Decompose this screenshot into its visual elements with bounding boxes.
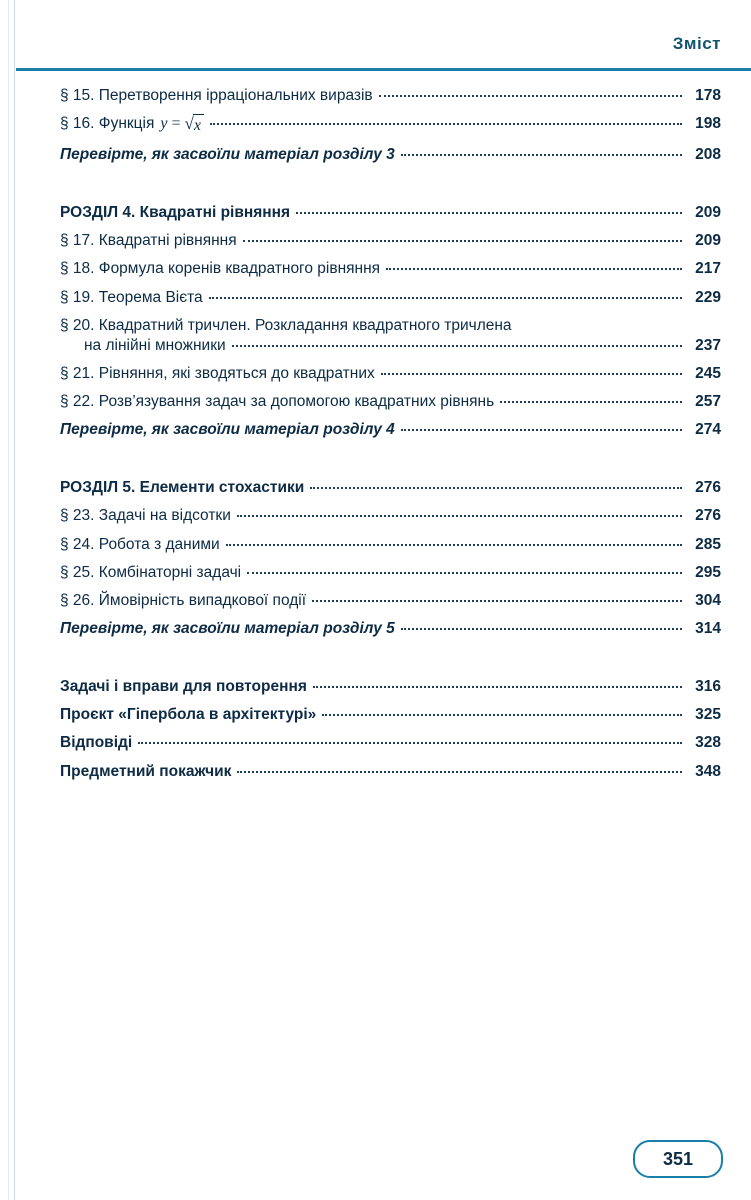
toc-entry-label: § 18. Формула коренів квадратного рівняння	[60, 260, 381, 278]
toc-entry-page: 276	[695, 507, 721, 525]
toc-entry[interactable]	[38, 502, 721, 530]
toc-entry-page: 209	[695, 204, 721, 222]
dot-leader	[386, 267, 682, 270]
toc-entry-label: Задачі і вправи для повторення	[60, 678, 307, 696]
dot-leader	[232, 344, 682, 347]
math-variable-y: y	[160, 115, 168, 133]
toc-check-entry[interactable]	[38, 416, 721, 444]
toc-entry-page: 316	[695, 678, 721, 696]
toc-section-heading[interactable]	[38, 474, 721, 502]
toc-entry[interactable]	[38, 559, 721, 587]
dot-leader	[210, 122, 682, 125]
toc-entry-page: 178	[695, 87, 721, 104]
toc-entry[interactable]	[38, 284, 721, 312]
toc-check-entry[interactable]	[38, 615, 721, 643]
toc-entry[interactable]	[38, 587, 721, 615]
toc-entry-page: 276	[695, 479, 721, 497]
table-of-contents	[16, 82, 751, 786]
toc-entry-page: 257	[695, 393, 721, 411]
toc-entry-label: § 24. Робота з даними	[60, 535, 220, 553]
dot-leader	[401, 627, 682, 630]
toc-entry-label: § 15. Перетворення ірраціональних виразів	[60, 87, 373, 104]
header-divider	[16, 68, 751, 71]
math-equals: =	[171, 115, 181, 133]
toc-entry-label: § 17. Квадратні рівняння	[60, 232, 237, 250]
dot-leader	[322, 713, 682, 716]
toc-entry-label: § 26. Ймовірність випадкової події	[60, 591, 307, 609]
toc-entry-page: 328	[695, 734, 721, 752]
toc-entry-page: 274	[695, 421, 721, 439]
toc-entry-page: 208	[695, 145, 721, 163]
radical-sign: √	[184, 114, 194, 134]
toc-entry-label: § 21. Рівняння, які зводяться до квадратних	[60, 364, 375, 382]
toc-entry-label: § 20. Квадратний тричлен. Розкладання квадратного тричлена	[60, 316, 512, 334]
section-gap	[38, 169, 721, 199]
dot-leader	[243, 239, 682, 242]
toc-entry-page: 295	[695, 563, 721, 581]
dot-leader	[209, 296, 682, 299]
toc-entry-page: 348	[695, 762, 721, 780]
toc-entry-label: § 25. Комбінаторні задачі	[60, 563, 242, 581]
toc-entry-label: § 16. Функція	[60, 115, 155, 133]
toc-entry[interactable]	[38, 701, 721, 729]
section-gap	[38, 643, 721, 673]
dot-leader	[401, 428, 682, 431]
page-title: Зміст	[672, 34, 721, 53]
toc-entry-label: Проєкт «Гіпербола в архітектурі»	[60, 706, 317, 724]
dot-leader	[138, 741, 682, 744]
toc-entry-label: § 19. Теорема Вієта	[60, 288, 203, 306]
toc-entry-page: 217	[695, 260, 721, 278]
toc-entry[interactable]	[38, 729, 721, 757]
toc-entry-page: 209	[695, 232, 721, 250]
square-root-icon	[185, 114, 204, 137]
dot-leader	[296, 211, 682, 214]
toc-entry[interactable]	[38, 360, 721, 388]
math-radicand-x: x	[193, 114, 204, 137]
toc-entry-label: Перевірте, як засвоїли матеріал розділу 4	[60, 421, 395, 439]
toc-entry-page: 285	[695, 535, 721, 553]
toc-check-entry[interactable]	[38, 141, 721, 169]
toc-entry-page: 325	[695, 706, 721, 724]
toc-entry[interactable]	[38, 255, 721, 283]
dot-leader	[237, 514, 682, 517]
toc-entry-label: РОЗДІЛ 5. Елементи стохастики	[60, 479, 305, 497]
toc-section-heading[interactable]	[38, 199, 721, 227]
footer-page-number: 351	[633, 1140, 723, 1178]
toc-entry-page: 245	[695, 364, 721, 382]
math-formula	[160, 114, 204, 137]
dot-leader	[381, 372, 682, 375]
toc-entry-label: § 23. Задачі на відсотки	[60, 507, 231, 525]
dot-leader	[247, 571, 682, 574]
dot-leader	[401, 153, 682, 156]
page-left-margin-rule	[8, 0, 9, 1200]
toc-entry[interactable]	[38, 673, 721, 701]
toc-entry-label: РОЗДІЛ 4. Квадратні рівняння	[60, 204, 291, 222]
toc-entry-page: 304	[695, 591, 721, 609]
toc-entry-label: Перевірте, як засвоїли матеріал розділу 3	[60, 145, 395, 163]
toc-entry-page: 237	[695, 336, 721, 354]
toc-entry[interactable]	[38, 312, 721, 360]
dot-leader	[237, 770, 682, 773]
toc-entry-label-continued: на лінійні множники	[84, 336, 226, 354]
toc-entry[interactable]	[38, 82, 721, 110]
section-gap	[38, 444, 721, 474]
toc-entry-label: Предметний покажчик	[60, 762, 232, 780]
toc-entry-page: 198	[695, 115, 721, 133]
dot-leader	[379, 94, 682, 97]
dot-leader	[500, 400, 682, 403]
toc-entry[interactable]	[38, 110, 721, 141]
toc-entry-label: § 22. Розв’язування задач за допомогою квадратних рівнянь	[60, 393, 495, 411]
toc-entry-page: 229	[695, 288, 721, 306]
toc-entry[interactable]	[38, 227, 721, 255]
toc-entry-label: Перевірте, як засвоїли матеріал розділу 5	[60, 620, 395, 638]
toc-entry[interactable]	[38, 531, 721, 559]
dot-leader	[312, 599, 682, 602]
dot-leader	[226, 543, 682, 546]
toc-entry-label: Відповіді	[60, 734, 133, 752]
dot-leader	[313, 685, 682, 688]
toc-entry[interactable]	[38, 388, 721, 416]
toc-entry-page: 314	[695, 620, 721, 638]
toc-entry[interactable]	[38, 758, 721, 786]
dot-leader	[310, 486, 682, 489]
page-left-margin	[0, 0, 15, 1200]
